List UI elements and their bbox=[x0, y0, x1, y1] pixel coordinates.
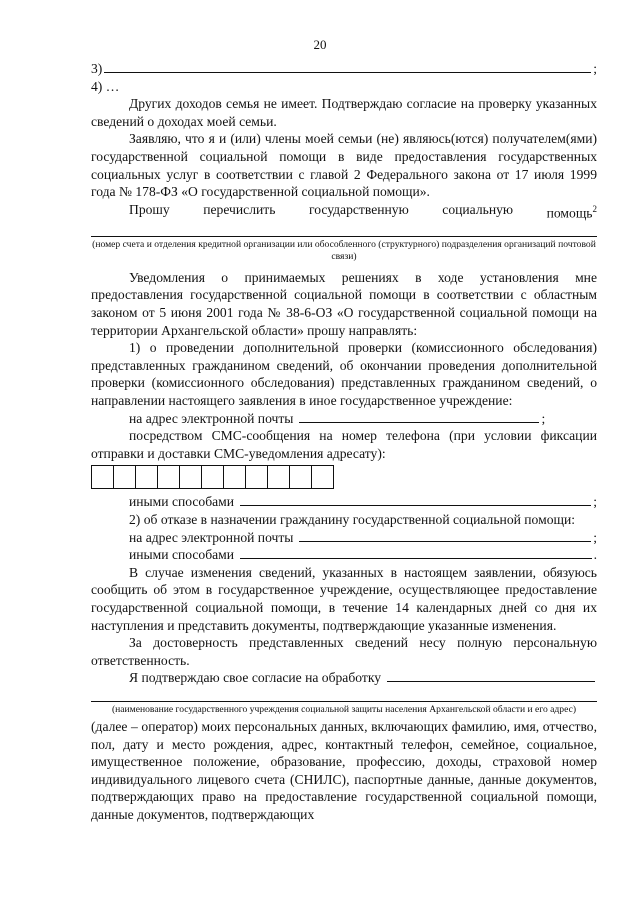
phone-number-boxes[interactable] bbox=[91, 465, 597, 489]
phone-digit-box[interactable] bbox=[245, 465, 268, 489]
email-field-1[interactable] bbox=[299, 410, 539, 423]
consent-field[interactable] bbox=[387, 669, 595, 682]
phone-digit-box[interactable] bbox=[91, 465, 114, 489]
paragraph-no-income: Других доходов семья не имеет. Подтверждаю согласие на проверку указанных сведений о доходах моей семьи. bbox=[91, 96, 597, 129]
item-3-blank[interactable] bbox=[104, 60, 591, 73]
email-line-2: на адрес электронной почты ; bbox=[129, 529, 597, 545]
transfer-request-line: Прошу перечислить государственную социальную помощь$^2$ bbox=[129, 201, 597, 221]
phone-digit-box[interactable] bbox=[201, 465, 224, 489]
paragraph-sms: посредством СМС-сообщения на номер телефона (при условии фиксации отправки и доставки СМС-уведомления адресату): bbox=[91, 428, 597, 461]
paragraph-operator: (далее – оператор) моих персональных данных, включающих фамилию, имя, отчество, пол, дату и место рождения, адрес, контактный телефон, семейное, социальное, имущественное положение, образование, профессию, доходы, страховой номер индивидуального лицевого счета (СНИЛС), паспортные данные, данные документов, подтверждающих право на предоставление государственной социальной помощи, данные документов, подтверждающих bbox=[91, 718, 597, 822]
phone-digit-box[interactable] bbox=[289, 465, 312, 489]
other-field-1[interactable] bbox=[240, 493, 591, 506]
phone-digit-box[interactable] bbox=[179, 465, 202, 489]
account-blank[interactable] bbox=[91, 236, 597, 237]
note-account: (номер счета и отделения кредитной организации или обособленного (структурного) подразделения организаций почтовой связи) bbox=[92, 238, 596, 262]
phone-digit-box[interactable] bbox=[157, 465, 180, 489]
phone-digit-box[interactable] bbox=[223, 465, 246, 489]
email-field-2[interactable] bbox=[299, 529, 591, 542]
consent-line: Я подтверждаю свое согласие на обработку bbox=[91, 669, 597, 687]
footnote-mark: 2 bbox=[592, 203, 597, 214]
document-body bbox=[91, 60, 597, 824]
item-4-line: 4) … bbox=[91, 78, 120, 94]
phone-digit-box[interactable] bbox=[135, 465, 158, 489]
paragraph-declare: Заявляю, что я и (или) члены моей семьи (не) являюсь(ются) получателем(ями) государственной социальной помощи в виде предоставления государственных социальных услуг в соответствии с главой 2 Федерального закона от 17 июля 1999 года № 178-ФЗ «О государственной социальной помощи». bbox=[91, 131, 597, 200]
page-number: 20 bbox=[313, 37, 327, 52]
other-field-2[interactable] bbox=[240, 546, 592, 559]
phone-digit-box[interactable] bbox=[267, 465, 290, 489]
note-institution: (наименование государственного учреждения социальной защиты населения Архангельской области и его адрес) bbox=[111, 703, 577, 715]
phone-digit-box[interactable] bbox=[113, 465, 136, 489]
paragraph-responsibility: За достоверность представленных сведений несу полную персональную ответственность. bbox=[91, 635, 597, 668]
item-3-line: 3) ; bbox=[91, 61, 597, 76]
institution-blank[interactable] bbox=[91, 701, 597, 702]
other-line-2: иными способами . bbox=[129, 547, 597, 563]
paragraph-notify: Уведомления о принимаемых решениях в ходе установления мне предоставления государственной социальной помощи в соответствии с областным законом от 5 июня 2001 года № 38-6-ОЗ «О государственной социальной помощи на территории Архангельской области» прошу направлять: bbox=[91, 269, 597, 338]
email-line-1: на адрес электронной почты ; bbox=[129, 410, 546, 426]
phone-digit-box[interactable] bbox=[311, 465, 334, 489]
paragraph-point-2: 2) об отказе в назначении гражданину государственной социальной помощи: bbox=[129, 512, 576, 527]
paragraph-change: В случае изменения сведений, указанных в настоящем заявлении, обязуюсь сообщить об этом в государственное учреждение, осуществляющее предоставление государственной социальной помощи, в течение 14 календарных дней со дня их наступления и представить документы, подтверждающие указанные изменения. bbox=[91, 564, 597, 633]
paragraph-point-1: 1) о проведении дополнительной проверки (комиссионного обследования) представленных гражданином сведений, об окончании проведения дополнительной проверки (комиссионного обследования) представленных гражданином сведений, о направлении настоящего заявления в иное государственное учреждение: bbox=[91, 340, 597, 409]
item-3-label: 3) bbox=[91, 61, 103, 76]
other-line-1: иными способами ; bbox=[129, 494, 597, 510]
